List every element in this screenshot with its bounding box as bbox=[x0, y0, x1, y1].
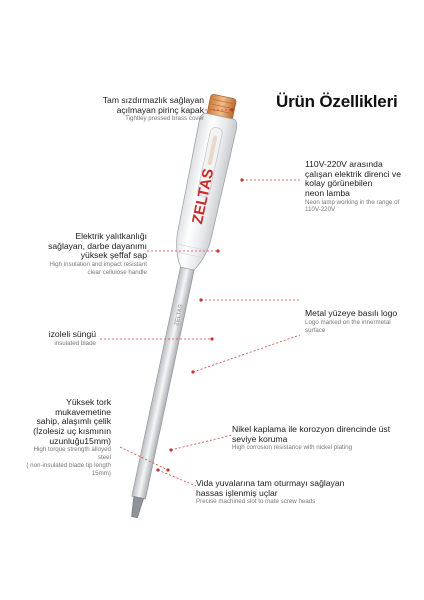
feature-clear-handle: Elektrik yalıtkanlığı sağlayan, darbe dayanımı yüksek şeffaf sap High insulation and impact resistant clear cellulose handle bbox=[48, 231, 147, 276]
feature-logo: Metal yüzeye basılı logo Logo marked on the innermetal surface bbox=[305, 308, 398, 334]
brand-logo: ZELTAS bbox=[189, 167, 218, 226]
feature-machined-tip: Vida yuvalarına tam oturmayı sağlayan hassas işlenmiş uçlar Precise machined slot to mate screw heads bbox=[196, 478, 345, 506]
blade-tip bbox=[130, 497, 144, 519]
page-title: Ürün Özellikleri bbox=[276, 92, 398, 111]
insulated-shaft bbox=[132, 267, 194, 499]
feature-neon-lamp: 110V-220V arasında çalışan elektrik direnci ve kolay görünebilen neon lamba Neon lamp working in the range of 110V-220V bbox=[305, 159, 402, 214]
svg-text:ZELTAS: ZELTAS bbox=[174, 303, 185, 327]
feature-alloy-steel: Yüksek tork mukavemetine sahip, alaşımlı çelik (İzolesiz uç kısmının uzunluğu15mm) High torque strength alloyed steel ( non-insulated blade tip length 15mm) bbox=[26, 397, 111, 477]
feature-brass-cover: Tam sızdırmazlık sağlayan açılmayan pirinç kapak Tightley pressed brass cover bbox=[102, 95, 204, 123]
feature-nickel-plating: Nikel kaplama ile korozyon direncinde üst seviye koruma High corrosion resistance with nickel plating bbox=[232, 424, 391, 452]
feature-insulated-blade: izoleli süngü insulated blade bbox=[48, 329, 96, 347]
